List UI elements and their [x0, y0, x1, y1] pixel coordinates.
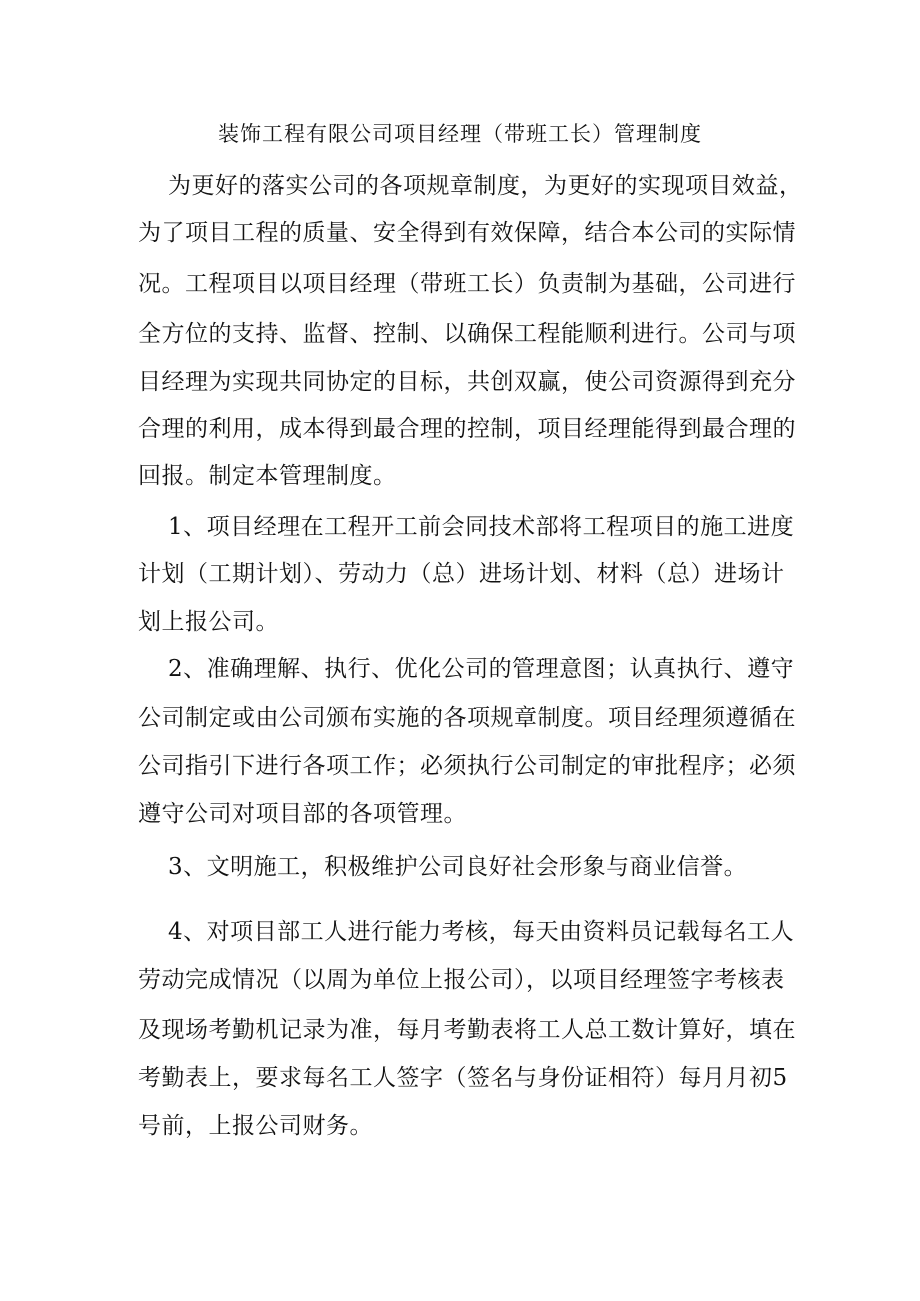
paragraph-line: 合理的利用，成本得到最合理的控制，项目经理能得到最合理的: [138, 416, 796, 442]
paragraph-line: 回报。制定本管理制度。: [138, 463, 397, 489]
paragraph-line: 公司指引下进行各项工作；必须执行公司制定的审批程序；必须: [138, 753, 796, 779]
paragraph-line: 劳动完成情况（以周为单位上报公司），以项目经理签字考核表: [138, 967, 785, 993]
paragraph-line: 考勤表上，要求每名工人签字（签名与身份证相符）每月月初5: [138, 1065, 788, 1091]
paragraph-line: 公司制定或由公司颁布实施的各项规章制度。项目经理须遵循在: [138, 705, 796, 731]
paragraph-line: 全方位的支持、监督、控制、以确保工程能顺利进行。公司与项: [138, 321, 796, 347]
paragraph-line: 2、准确理解、执行、优化公司的管理意图；认真执行、遵守: [168, 656, 795, 682]
paragraph-line: 况。工程项目以项目经理（带班工长）负责制为基础，公司进行: [138, 271, 796, 297]
paragraph-line: 计划（工期计划）、劳动力（总）进场计划、材料（总）进场计: [138, 561, 785, 587]
paragraph-line: 4、对项目部工人进行能力考核，每天由资料员记载每名工人: [168, 919, 795, 945]
paragraph-line: 划上报公司。: [138, 609, 279, 635]
paragraph-line: 号前，上报公司财务。: [138, 1113, 373, 1139]
paragraph-line: 1、项目经理在工程开工前会同技术部将工程项目的施工进度: [168, 514, 795, 540]
document-title: 装饰工程有限公司项目经理（带班工长）管理制度: [218, 122, 702, 146]
paragraph-line: 3、文明施工，积极维护公司良好社会形象与商业信誉。: [168, 854, 748, 880]
paragraph-line: 目经理为实现共同协定的目标，共创双赢，使公司资源得到充分: [138, 369, 796, 395]
paragraph-line: 遵守公司对项目部的各项管理。: [138, 801, 467, 827]
paragraph-line: 及现场考勤机记录为准，每月考勤表将工人总工数计算好，填在: [138, 1017, 796, 1043]
paragraph-line: 为更好的落实公司的各项规章制度，为更好的实现项目效益，: [168, 173, 803, 199]
paragraph-line: 为了项目工程的质量、安全得到有效保障，结合本公司的实际情: [138, 220, 796, 246]
